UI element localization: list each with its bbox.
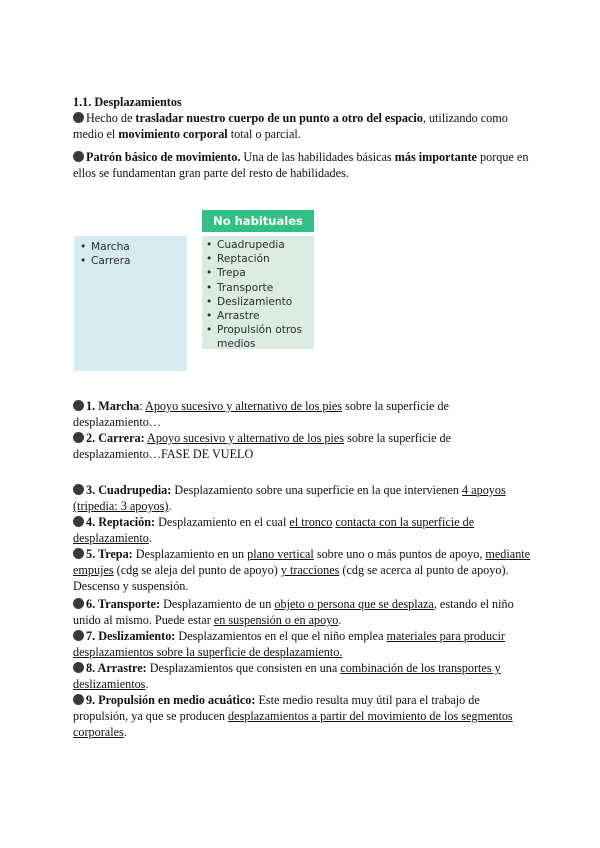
text-segment: Desplazamiento de un [160,597,275,611]
text-segment: objeto o persona que se desplaza [274,597,434,611]
text-segment: Una de las habilidades básicas [240,150,395,164]
text-segment: Desplazamiento en un [132,547,248,561]
text-segment: 1.1. Desplazamientos [73,95,182,109]
text-segment: , utilizando como medio el [73,111,508,142]
text-segment: 2. Carrera: [86,431,145,445]
text-segment: . [168,499,172,514]
list-item [73,398,533,430]
text-segment: total o parcial. [227,127,301,142]
text-segment: el tronco [289,515,333,529]
text-segment: mediante empujes [73,547,531,578]
text-segment: 7. Deslizamiento: [86,629,176,643]
text-segment: Desplazamientos que consisten en una [146,661,341,675]
text-segment: combinación de los transportes y deslizamientos [73,661,501,692]
text-segment: sobre uno o más puntos de apoyo, [313,547,486,561]
text-segment: . [148,531,152,546]
text-segment: 4. Reptación: [86,515,156,529]
non-habitual-list [206,238,306,352]
bullet-dot-icon [73,112,84,123]
text-segment: sobre la superficie de desplazamiento…FASE DE VUELO [73,431,451,462]
list-item [73,430,533,462]
text-segment: 4 apoyos (tripedia: 3 apoyos) [73,483,506,514]
diagram-list-item: • Arrastre [206,309,306,323]
text-segment: sobre la superficie de desplazamiento… [73,399,449,430]
text-segment: Hecho de [86,111,136,125]
text-segment: en suspensión o en apoyo [213,613,339,628]
text-segment: . [123,725,127,740]
bullet-dot-icon [73,662,84,673]
text-segment: porque en ellos se fundamentan gran parte del resto de habilidades. [73,150,529,181]
text-segment: 3. Cuadrupedia: [86,483,172,497]
bullet-dot-icon [73,548,84,559]
section-heading [73,94,533,110]
diagram-list-item: • Transporte [206,281,306,295]
diagram-list-item: • Carrera [80,254,131,268]
text-segment: . [145,677,149,692]
list-item [73,482,533,514]
habitual-box [74,236,187,371]
habitual-list [80,240,131,268]
bullet-dot-icon [73,151,84,162]
bullet-dot-icon [73,598,84,609]
text-segment: : [139,399,146,413]
text-segment: Este medio resulta muy útil para el trabajo de propulsión, ya que se producen [73,693,480,724]
text-segment: Desplazamiento sobre una superficie en la que intervienen [171,483,463,497]
text-segment: más importante [394,150,477,164]
text-segment: 9. Propulsión en medio acuático: [86,693,256,707]
text-segment: 6. Transporte: [86,597,161,611]
diagram-list-item: • Marcha [80,240,131,254]
diagram-list-item: • Reptación [206,252,306,266]
text-segment: trasladar nuestro cuerpo de un punto a otro del espacio [135,111,423,125]
text-segment: Apoyo sucesivo y alternativo de los pies [145,399,343,413]
text-segment: plano vertical [247,547,314,561]
text-segment: Desplazamiento en el cual [155,515,290,529]
text-segment: Apoyo sucesivo y alternativo de los pies [147,431,345,445]
bullet-dot-icon [73,432,84,443]
list-item [73,628,533,660]
diagram-list-item: • Cuadrupedia [206,238,306,252]
text-segment: (cdg se aleja del punto de apoyo) [113,563,281,578]
list-item [73,692,533,741]
diagram-list-item: • Deslizamiento [206,295,306,309]
text-segment: Patrón básico de movimiento. [86,150,241,164]
text-segment: , estando el niño unido al mismo. Puede estar [73,597,514,628]
non-habitual-box [202,236,314,349]
bullet-dot-icon [73,516,84,527]
text-segment: . [338,613,342,628]
list-item [73,660,533,692]
intro-paragraph-2 [73,149,533,181]
text-segment: desplazamientos a partir del movimiento de los segmentos corporales [73,709,513,740]
text-segment: contacta con la superficie de desplazamiento [73,515,475,546]
diagram-list-item: • Propulsión otros medios [206,323,306,351]
text-segment: y tracciones [280,563,340,578]
text-segment: materiales para producir desplazamientos sobre la superficie de desplazamiento. [73,629,505,660]
text-segment: 8. Arrastre: [86,661,147,675]
text-segment: Desplazamientos en el que el niño emplea [175,629,387,643]
bullet-dot-icon [73,400,84,411]
text-segment: 5. Trepa: [86,547,133,561]
diagram-list-item: • Trepa [206,266,306,280]
text-segment: movimiento corporal [118,127,228,142]
non-habitual-header: No habituales [202,210,314,232]
list-item [73,596,533,628]
text-segment: (cdg se acerca al punto de apoyo). Descenso y suspensión. [73,563,509,594]
bullet-dot-icon [73,630,84,641]
bullet-dot-icon [73,484,84,495]
intro-paragraph-1 [73,110,533,142]
text-segment: 1. Marcha [86,399,140,413]
list-item [73,546,533,595]
bullet-dot-icon [73,694,84,705]
list-item [73,514,533,546]
